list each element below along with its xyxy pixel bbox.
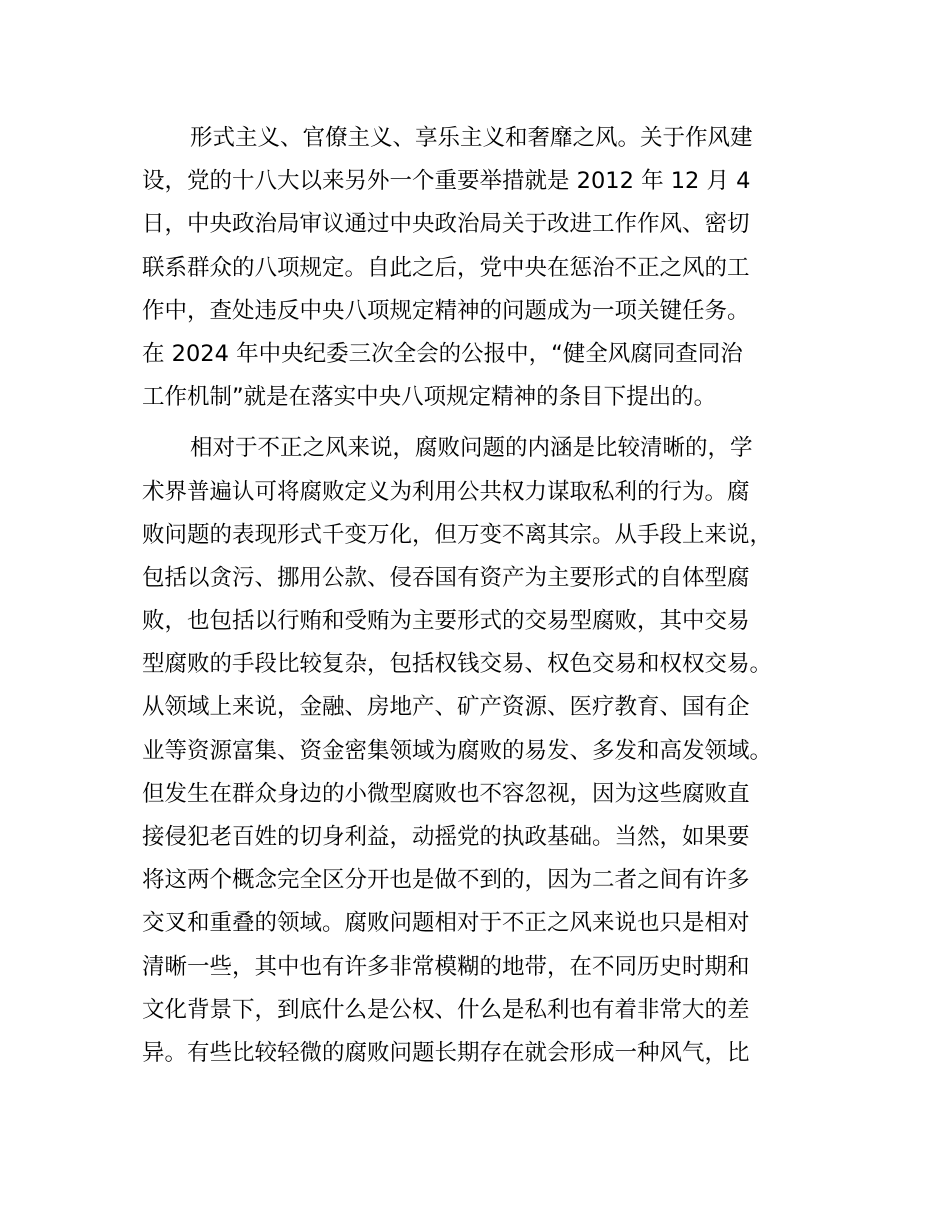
text-line: 将这两个概念完全区分开也是做不到的，因为二者之间有许多 bbox=[142, 867, 750, 894]
text-line: 文化背景下，到底什么是公权、什么是私利也有着非常大的差 bbox=[142, 996, 750, 1023]
paragraph-1 bbox=[142, 117, 842, 419]
text-line: 工作机制”就是在落实中央八项规定精神的条目下提出的。 bbox=[142, 384, 717, 411]
text-line: 设，党的十八大以来另外一个重要举措就是 2012 年 12 月 4 bbox=[142, 168, 751, 195]
text-line: 但发生在群众身边的小微型腐败也不容忽视，因为这些腐败直 bbox=[142, 780, 750, 807]
text-line: 接侵犯老百姓的切身利益，动摇党的执政基础。当然，如果要 bbox=[142, 824, 750, 850]
text-line: 型腐败的手段比较复杂，包括权钱交易、权色交易和权权交易。 bbox=[142, 651, 773, 678]
text-line: 业等资源富集、资金密集领域为腐败的易发、多发和高发领域。 bbox=[142, 737, 773, 764]
text-line: 作中，查处违反中央八项规定精神的问题成为一项关键任务。 bbox=[142, 297, 750, 324]
text-line: 异。有些比较轻微的腐败问题长期存在就会形成一种风气，比 bbox=[142, 1039, 750, 1066]
text-line: 败，也包括以行贿和受贿为主要形式的交易型腐败，其中交易 bbox=[142, 608, 750, 635]
text-line: 清晰一些，其中也有许多非常模糊的地带，在不同历史时期和 bbox=[142, 953, 750, 980]
text-line: 败问题的表现形式千变万化，但万变不离其宗。从手段上来说， bbox=[142, 521, 773, 548]
document-body bbox=[142, 117, 842, 1075]
text-line: 形式主义、官僚主义、享乐主义和奢靡之风。关于作风建 bbox=[190, 125, 753, 151]
text-line: 术界普遍认可将腐败定义为利用公共权力谋取私利的行为。腐 bbox=[142, 478, 750, 505]
text-line: 交叉和重叠的领域。腐败问题相对于不正之风来说也只是相对 bbox=[142, 910, 750, 937]
text-line: 联系群众的八项规定。自此之后，党中央在惩治不正之风的工 bbox=[142, 254, 750, 281]
text-line: 相对于不正之风来说，腐败问题的内涵是比较清晰的，学 bbox=[190, 435, 753, 462]
paragraph-2 bbox=[142, 427, 842, 1075]
text-line: 日，中央政治局审议通过中央政治局关于改进工作作风、密切 bbox=[142, 211, 750, 238]
text-line: 从领域上来说，金融、房地产、矿产资源、医疗教育、国有企 bbox=[142, 694, 750, 721]
text-line: 在 2024 年中央纪委三次全会的公报中，“健全风腐同查同治 bbox=[142, 340, 743, 367]
text-line: 包括以贪污、挪用公款、侵吞国有资产为主要形式的自体型腐 bbox=[142, 564, 750, 591]
